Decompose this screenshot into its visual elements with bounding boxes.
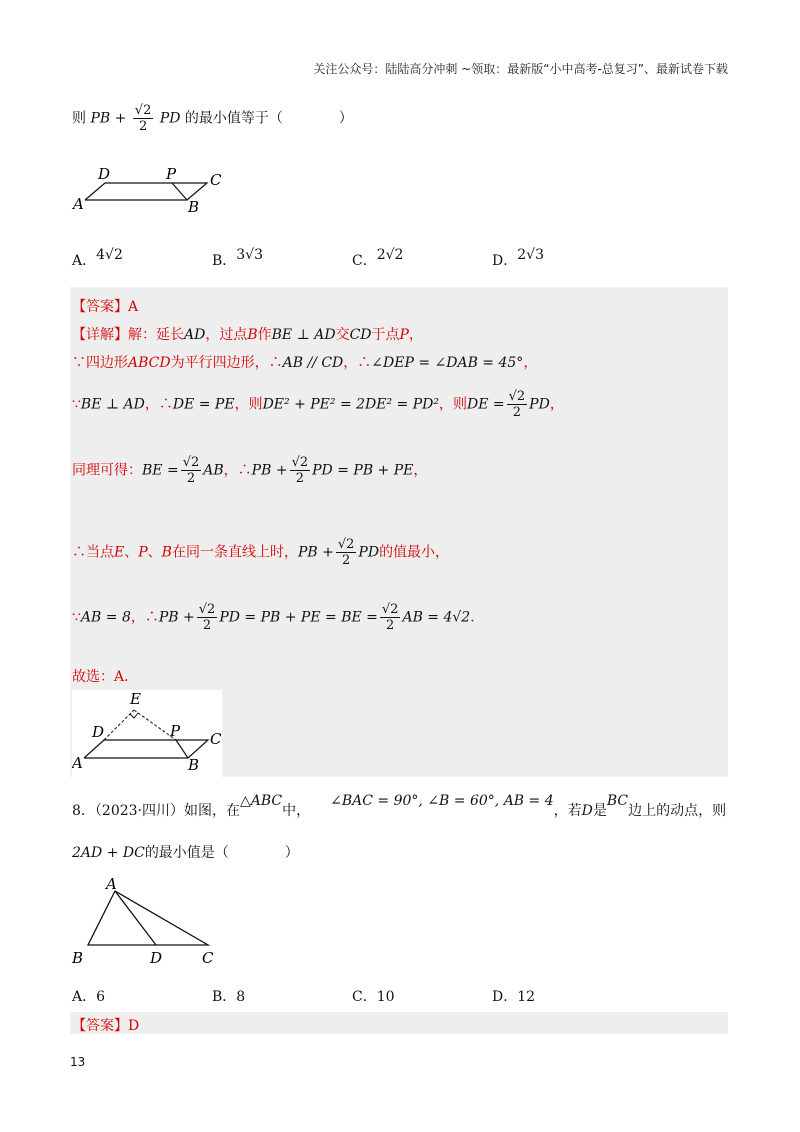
q7-choice-b [212, 247, 264, 270]
q8-choice-a [72, 986, 105, 1006]
text: 于点 [371, 327, 400, 343]
fraction [507, 390, 528, 419]
page-header: 关注公众号：陆陆高分冲刺 ~领取：最新版“小中高考-总复习”、最新试卷下载 [313, 62, 728, 76]
text: ， [549, 396, 564, 413]
choice-value: 4√2 [96, 247, 123, 263]
text: B [161, 544, 172, 561]
math: DE = [466, 396, 505, 413]
choice-label: C． [352, 253, 377, 269]
q7-label-p: P [166, 165, 177, 183]
text: E [114, 544, 125, 561]
choice-value: 2√3 [517, 247, 544, 263]
fraction [181, 456, 202, 485]
num: √2 [291, 455, 309, 470]
q7-parallelogram-diagram [70, 165, 230, 215]
text: ABCD [128, 355, 171, 371]
text: 是 [592, 803, 607, 819]
math: BC [606, 793, 629, 809]
math: ∠DEP = ∠DAB = 45° [371, 355, 524, 371]
q7-label-a: A [73, 195, 84, 213]
text: ，过点 [205, 327, 248, 343]
q7-choice-a [72, 247, 123, 270]
choice-value: 12 [517, 989, 536, 1005]
fraction [197, 603, 218, 632]
text: ． [470, 609, 485, 626]
math: BE = [142, 462, 179, 479]
text: 【详解】解：延长 [72, 327, 184, 343]
answer7-label-b: B [188, 756, 200, 774]
math: PD = PB + PE = BE = [219, 609, 378, 626]
text: 中， [282, 803, 311, 819]
q8-label-c: C [202, 949, 214, 967]
q8-segment-ad [115, 891, 156, 945]
answer7-detail-4 [72, 456, 427, 485]
q8-label-d: D [150, 949, 163, 967]
choice-value: 6 [96, 989, 106, 1005]
answer7-detail-1 [72, 324, 423, 344]
choice-value: 8 [236, 989, 246, 1005]
text: 8．（2023·四川）如图，在 [72, 803, 240, 819]
q8-label-b: B [72, 949, 84, 967]
choice-label: D． [492, 989, 518, 1005]
num: √2 [337, 537, 355, 552]
answer7-detail-2 [72, 352, 537, 372]
text: ，若 [553, 803, 582, 819]
choice-label: D． [492, 253, 518, 269]
num: √2 [381, 602, 399, 617]
text: 、 [124, 544, 139, 561]
answer7-label-d: D [92, 723, 105, 741]
q7-label-b: B [188, 198, 200, 215]
q7-figure [70, 165, 230, 219]
fraction [380, 603, 401, 632]
q7-fraction [133, 104, 154, 133]
den: 2 [295, 471, 304, 486]
fraction [290, 456, 311, 485]
text: ∵ [72, 609, 81, 626]
den: 2 [386, 618, 395, 633]
text: ∵四边形 [72, 355, 128, 371]
math: AD [184, 327, 206, 343]
text: 交 [335, 327, 350, 343]
num: √2 [182, 455, 200, 470]
q8-triangle-diagram [70, 875, 230, 970]
q7-label-c: C [210, 171, 222, 189]
math: AB [203, 462, 224, 479]
q7-stem [72, 104, 353, 133]
den: 2 [202, 618, 212, 633]
text: ∵ [72, 396, 81, 413]
math: PD [529, 396, 550, 413]
text: ，则 [438, 396, 467, 413]
q8-choice-b [212, 986, 245, 1006]
text: ，∴ [130, 609, 159, 626]
text: 为平行四边形，∴ [170, 355, 283, 371]
text: 作 [257, 327, 272, 343]
choice-label: B． [212, 989, 237, 1005]
math: 2AD + DC [72, 845, 145, 861]
answer7-detail-5 [72, 538, 449, 567]
math: CD [349, 327, 372, 343]
q7-frac-num: √2 [134, 103, 152, 118]
math: AB = 8 [80, 609, 131, 626]
choice-label: C． [352, 989, 377, 1005]
math: PB + [158, 609, 195, 626]
answer7-choose: 故选：A． [72, 669, 139, 685]
q7-expr-right: PD [159, 110, 181, 127]
q7-suffix: 的最小值等于（ ） [184, 110, 353, 127]
math: BE ⊥ AD [80, 396, 145, 413]
q8-stem-line2 [72, 842, 299, 862]
math: PD = PB + PE [312, 462, 414, 479]
q8-choice-d [492, 986, 535, 1006]
text: 在同一条直线上时， [171, 544, 298, 561]
answer7-line: 【答案】A [72, 299, 139, 315]
answer7-dashed-de [104, 710, 134, 740]
text: ， [523, 355, 538, 371]
answer7-segment-pb [176, 740, 188, 758]
text: P [399, 327, 409, 343]
answer8-line: 【答案】D [72, 1018, 140, 1034]
text: ∴当点 [72, 544, 114, 561]
answer7-label-p: P [170, 722, 181, 740]
answer7-label-a: A [72, 754, 83, 772]
den: 2 [341, 553, 351, 568]
math: AB = 4√2 [402, 609, 471, 626]
choice-label: A． [72, 989, 97, 1005]
q8-figure [70, 875, 230, 974]
q7-label-d: D [98, 165, 111, 183]
q7-frac-den: 2 [138, 119, 148, 134]
text: ，则 [234, 396, 263, 413]
text: D [581, 803, 593, 819]
q7-expr-left: PB + [90, 110, 127, 127]
answer7-figure [72, 690, 222, 778]
q8-choice-c [352, 986, 395, 1006]
choice-label: B． [212, 253, 237, 269]
page-number: 13 [70, 1055, 86, 1069]
answer7-diagram [72, 690, 222, 774]
den: 2 [186, 471, 196, 486]
text: 边上的动点，则 [628, 803, 727, 819]
answer7-label-e: E [130, 690, 141, 708]
answer7-label-c: C [210, 730, 222, 748]
math: PB + [251, 462, 288, 479]
answer8-box [70, 1012, 728, 1034]
text: ，∴ [223, 462, 252, 479]
q8-stem-line1 [72, 793, 727, 820]
num: √2 [508, 389, 526, 404]
answer7-detail-6 [72, 603, 484, 632]
math: PD [358, 544, 380, 561]
math: △ABC [240, 793, 283, 809]
text: 的最小值是（ ） [144, 845, 299, 861]
q7-prefix: 则 [72, 110, 86, 127]
text: 的值最小， [379, 544, 450, 561]
text: ，∴ [144, 396, 173, 413]
q7-segment-pb [172, 183, 187, 200]
num: √2 [198, 602, 216, 617]
math: PB + [297, 544, 334, 561]
math: DE² + PE² = 2DE² = PD² [262, 396, 439, 413]
text: 同理可得： [72, 462, 142, 479]
answer7-right-angle-mark [130, 713, 138, 718]
fraction [336, 538, 357, 567]
q7-choice-d [492, 247, 544, 270]
choice-value: 3√3 [236, 247, 264, 263]
choice-value: 2√2 [376, 247, 404, 263]
math: ∠BAC = 90°, ∠B = 60°, AB = 4 [330, 793, 554, 809]
answer7-detail-3 [72, 390, 564, 419]
q8-label-a: A [106, 875, 117, 893]
text: B [247, 327, 258, 343]
choice-value: 10 [376, 989, 395, 1005]
choice-label: A． [72, 253, 97, 269]
q7-choice-c [352, 247, 404, 270]
text: ，∴ [343, 355, 372, 371]
text: 、 [147, 544, 162, 561]
den: 2 [512, 405, 522, 420]
math: BE ⊥ AD [271, 327, 336, 343]
math: AB // CD [282, 355, 344, 371]
text: ， [413, 462, 428, 479]
math: DE = PE [172, 396, 235, 413]
text: ， [408, 327, 423, 343]
text: P [138, 544, 148, 561]
q8-triangle-abc [88, 891, 208, 945]
